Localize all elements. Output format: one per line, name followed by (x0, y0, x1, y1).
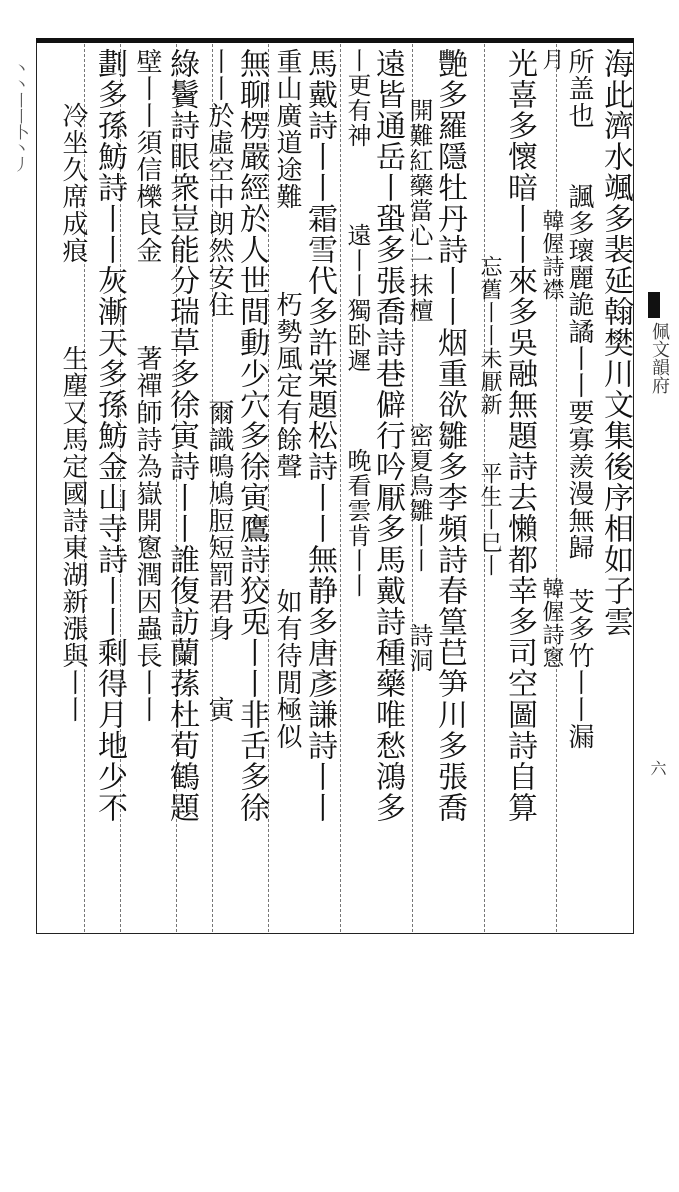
left-page-edge: 丶丶丨丨卜丶丿 (11, 60, 30, 172)
text-column-7: 開難紅藥當心一抹檀 密夏鳥雛丨丨 詩洞 (405, 48, 433, 673)
page-number: 六 (648, 760, 667, 776)
text-column-12: 無聊楞嚴經於人世間動少穴多徐寅鷹詩狡兎丨丨非舌多徐 (234, 48, 269, 823)
text-column-8: 遠皆通岳丨蛩多張喬詩巷僻行吟厭多馬戴詩種藥唯愁鴻多 (370, 48, 405, 823)
fore-edge-title: 佩文韻府 (649, 322, 670, 394)
text-column-1: 海此濟水颯多裴延翰樊川文集後序相如子雲 (598, 48, 633, 637)
text-column-10: 馬戴詩丨丨霜雪代多許棠題松詩丨丨無静多唐彥謙詩丨丨 (302, 48, 337, 823)
text-column-5: 忘舊丨丨未厭新 平生丨巳丨 (477, 48, 502, 577)
page-frame-top-border (36, 38, 634, 43)
text-column-13: 丨丨於虛空中朗然安住 爾識鳴鳩脰短罰君身 寅 (204, 48, 234, 723)
text-column-17: 冷坐久席成痕 生塵又馬定國詩東湖新漲與丨丨 (58, 48, 88, 723)
text-column-3: 月 韓偓詩襟 韓偓詩窻 (539, 48, 564, 669)
text-column-11: 重山廣道途難 朽勢風定有餘聲 如有待閒極似 (272, 48, 302, 750)
text-column-6: 艷多羅隱牡丹詩丨丨烟重欲雛多李頻詩春篁𦬊笋川多張喬 (432, 48, 467, 823)
fore-edge-mark (648, 292, 660, 318)
text-column-9: 丨更有神 遠丨丨獨卧遲 晚看雲肯丨丨 (343, 48, 371, 598)
text-column-2: 所盖也 諷多瓌麗詭譎丨丨要寡羨漫無歸 芠多竹丨丨漏 (564, 48, 594, 750)
text-column-15: 壁丨丨須信櫟良金 著禪師詩為嶽開窻潤因蟲長丨丨 (132, 48, 162, 723)
text-column-14: 綠鬢詩眼衆豈能分瑞草多徐寅詩丨丨誰復訪蘭蓀杜荀鶴題 (164, 48, 199, 823)
text-column-16: 劃多孫魴詩丨丨灰漸天多孫魴金山寺詩丨丨剩得月地少不 (92, 48, 127, 823)
text-column-4: 光喜多懷暗丨丨來多吳融無題詩去懶都幸多司空圖詩自算 (502, 48, 537, 823)
